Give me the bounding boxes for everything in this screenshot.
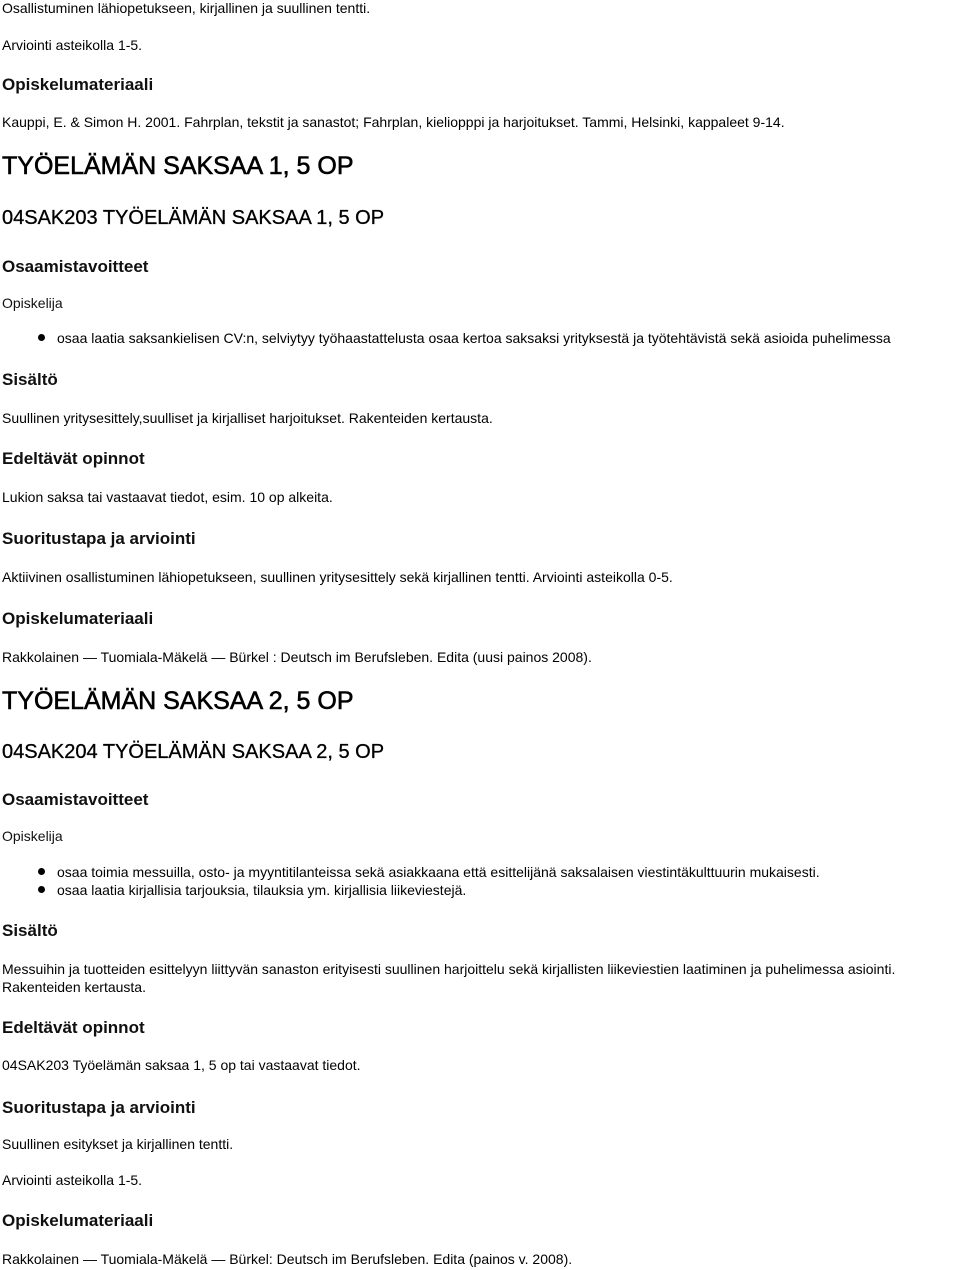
course1-assessment-heading: Suoritustapa ja arviointi [2, 529, 196, 548]
course1-content-text: Suullinen yritysesittely,suulliset ja kirjalliset harjoitukset. Rakenteiden kertausta. [2, 410, 493, 426]
course2-objectives-list [38, 863, 820, 899]
course1-assessment-text: Aktiivinen osallistuminen lähiopetukseen, suullinen yritysesittely sekä kirjallinen tentti. Arviointi asteikolla 0-5. [2, 569, 673, 585]
course2-title: TYÖELÄMÄN SAKSAA 2, 5 OP [2, 687, 354, 715]
course1-prereq-text: Lukion saksa tai vastaavat tiedot, esim. 10 op alkeita. [2, 489, 333, 505]
course1-materials-text: Rakkolainen — Tuomiala-Mäkelä — Bürkel : Deutsch im Berufsleben. Edita (uusi painos 2008). [2, 649, 592, 665]
course2-student-label: Opiskelija [2, 828, 63, 844]
bullet-icon [38, 334, 45, 341]
bullet-icon [38, 886, 45, 893]
course1-title: TYÖELÄMÄN SAKSAA 1, 5 OP [2, 152, 354, 180]
course1-prereq-heading: Edeltävät opinnot [2, 449, 145, 468]
course1-student-label: Opiskelija [2, 295, 63, 311]
course1-code-title: 04SAK203 TYÖELÄMÄN SAKSAA 1, 5 OP [2, 207, 385, 229]
intro-assessment-text: Osallistuminen lähiopetukseen, kirjallinen ja suullinen tentti. [2, 0, 371, 16]
course2-content-text: Messuihin ja tuotteiden esittelyyn liittyvän sanaston erityisesti suullinen harjoittelu sekä kirjallisten liikeviestien laatiminen ja puhelimessa asiointi. Rakenteiden kertausta. [2, 961, 896, 995]
course2-prereq-text: 04SAK203 Työelämän saksaa 1, 5 op tai vastaavat tiedot. [2, 1057, 361, 1073]
intro-materials-text: Kauppi, E. & Simon H. 2001. Fahrplan, tekstit ja sanastot; Fahrplan, kieliopppi ja harjoitukset. Tammi, Helsinki, kappaleet 9-14. [2, 114, 785, 130]
objective-text: osaa laatia saksankielisen CV:n, selviytyy työhaastattelusta osaa kertoa saksaksi yrityksestä ja työtehtävistä sekä asioida puhelimessa [57, 330, 891, 346]
course2-content-heading: Sisältö [2, 921, 58, 940]
objective-text: osaa toimia messuilla, osto- ja myyntitilanteissa sekä asiakkaana että esittelijänä saksalaisen viestintäkulttuurin mukaisesti. [57, 864, 820, 880]
course2-assessment-heading: Suoritustapa ja arviointi [2, 1098, 196, 1117]
course1-content-heading: Sisältö [2, 370, 58, 389]
intro-grading-text: Arviointi asteikolla 1-5. [2, 37, 143, 53]
course2-materials-heading: Opiskelumateriaali [2, 1211, 154, 1230]
course1-materials-heading: Opiskelumateriaali [2, 609, 154, 628]
list-item [38, 863, 820, 881]
course2-grading-text: Arviointi asteikolla 1-5. [2, 1172, 143, 1188]
course1-objectives-list [38, 329, 891, 347]
course2-assessment-text: Suullinen esitykset ja kirjallinen tentti. [2, 1136, 234, 1152]
objective-text: osaa laatia kirjallisia tarjouksia, tilauksia ym. kirjallisia liikeviestejä. [57, 882, 467, 898]
course2-code-title: 04SAK204 TYÖELÄMÄN SAKSAA 2, 5 OP [2, 741, 385, 763]
course1-objectives-heading: Osaamistavoitteet [2, 257, 149, 276]
bullet-icon [38, 868, 45, 875]
list-item [38, 881, 820, 899]
course2-objectives-heading: Osaamistavoitteet [2, 790, 149, 809]
course2-prereq-heading: Edeltävät opinnot [2, 1018, 145, 1037]
list-item [38, 329, 891, 347]
intro-materials-heading: Opiskelumateriaali [2, 75, 154, 94]
course2-materials-text: Rakkolainen — Tuomiala-Mäkelä — Bürkel: Deutsch im Berufsleben. Edita (painos v. 2008). [2, 1251, 573, 1267]
